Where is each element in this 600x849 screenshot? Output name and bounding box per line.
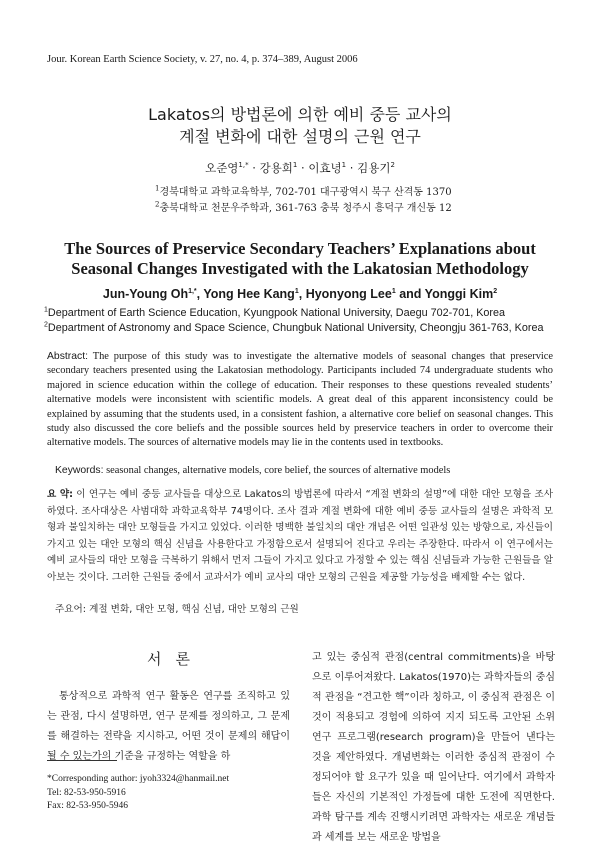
korean-author-1-sup: 1,* <box>238 161 249 170</box>
english-affiliation-1 <box>44 307 505 319</box>
affiliation-text: Department of Earth Science Education, Kyungpook National University, Daegu 702-701, Korea <box>47 307 506 319</box>
section-heading-introduction: 서론 <box>147 650 204 668</box>
english-author-1-sup: 1,* <box>188 287 197 295</box>
english-author-4-sup: 2 <box>493 287 498 295</box>
affiliation-text: 충북대학교 천문우주학과, 361-763 충북 청주시 흥덕구 개신동 12 <box>159 203 452 214</box>
english-keywords <box>55 465 450 476</box>
english-title-line-1: The Sources of Preservice Secondary Teachers’ Explanations about <box>64 239 536 258</box>
author-separator: · <box>346 161 358 175</box>
english-author-3: Hyonyong Lee <box>305 287 392 301</box>
korean-title-line-1: Lakatos의 방법론에 의한 예비 중등 교사의 <box>148 105 452 124</box>
abstract-text: The purpose of this study was to investigate the alternative models of seasonal changes that preservice secondary teachers presented using the Lakatosian methodology. Participants included 74 undergraduate students who majored in science education within the college of education. Their responses to these questions revealed students’ alternative models were inconsistent with scientific models. A great deal of this apparent inconsistency could be explained by assuming that the students used, in a consistent fashion, a alternative core belief on seasonal changes. This study also discussed the core beliefs and the possible sources held by preservice teachers in order to overcome their alternative models. The sources of alternative models may lie in the contents used in textbooks. <box>47 351 553 449</box>
affiliation-sup: 1 <box>155 184 160 193</box>
korean-abstract-text: 이 연구는 예비 중등 교사들을 대상으로 Lakatos의 방법론에 따라서 “계절 변화의 설명”에 대한 대안 모형을 조사하였다. 조사대상은 사범대학 과학교육학부 74명이다. 조사 결과 계절 변화에 대한 예비 중등 교사들의 설명은 과학적 모형과 불일치하는 대안 모형들을 가지고 있었다. 이러한 명백한 불일치의 대안 개념은 어떤 일관성 있는 방향으로, 자신들이 가지고 있는 대안 모형의 핵심 신념을 사용한다고 가정함으로서 설명되어 진다고 우리는 주장한다. 따라서 이 연구에서는 예비 교사들의 대안 모형을 극복하기 위해서 먼저 그들이 가지고 있다고 가정할 수 있는 핵심 신념들과 가능한 근원들을 알아보는 것이다. 그러한 근원들 중에서 교과서가 예비 교사의 대안 모형의 근원을 제공할 가능성을 배제할 수는 없다. <box>47 489 553 583</box>
english-author-4: Yonggi Kim <box>424 287 494 301</box>
footnotes <box>47 773 229 814</box>
english-title-line-2: Seasonal Changes Investigated with the Lakatosian Methodology <box>71 259 529 278</box>
korean-title-line-2: 계절 변화에 대한 설명의 근원 연구 <box>179 127 421 146</box>
left-column <box>47 648 290 767</box>
korean-authors <box>0 160 600 176</box>
keywords-text: seasonal changes, alternative models, core belief, the sources of alternative models <box>103 465 451 476</box>
author-and: and <box>395 287 425 301</box>
journal-citation: Jour. Korean Earth Science Society, v. 27, no. 4, p. 374–389, August 2006 <box>47 54 358 65</box>
korean-author-3-sup: 1 <box>341 161 347 170</box>
keywords-label: Keywords: <box>55 465 104 476</box>
fax: Fax: 82-53-950-5946 <box>47 801 129 811</box>
english-author-3-sup: 1 <box>391 287 396 295</box>
author-comma: , <box>298 287 306 301</box>
author-comma: , <box>196 287 204 301</box>
intro-paragraph-right: 고 있는 중심적 관점(central commitments)을 바탕으로 이루어져왔다. Lakatos(1970)는 과학자들의 중심적 관점을 “견고한 핵”이라 칭하고, 이 중심적 관점은 이것이 적용되고 경험에 의하여 지지 되도록 고안된 소위 연구 프로그램(research program)을 만들어 낸다는 것을 제안하였다. 개념변화는 이러한 중심적 관점이 수정되어야 할 요구가 있을 때 일어난다. 여기에서 과학자들은 자신의 기본적인 가정들에 대한 도전에 직면한다. 과학 탐구를 계속 진행시키려면 과학자는 새로운 개념들과 세계를 보는 새로운 방법을 <box>312 652 555 843</box>
korean-keywords <box>55 601 299 615</box>
affiliation-sup: 2 <box>44 321 48 329</box>
korean-affiliation-2 <box>155 199 452 214</box>
english-author-2: Yong Hee Kang <box>203 287 295 301</box>
affiliation-sup: 2 <box>155 200 160 209</box>
author-separator: · <box>248 161 260 175</box>
affiliation-text: Department of Astronomy and Space Science, Chungbuk National University, Cheongju 361-763, Korea <box>47 322 544 334</box>
korean-abstract-label: 요 약: <box>47 489 73 500</box>
korean-author-2: 강용희 <box>259 161 293 175</box>
english-affiliation-2 <box>44 322 543 334</box>
telephone: Tel: 82-53-950-5916 <box>47 787 126 798</box>
english-author-1: Jun-Young Oh <box>102 287 189 301</box>
english-authors <box>0 287 600 301</box>
korean-keywords-label: 주요어: <box>55 604 87 615</box>
korean-keywords-text: 계절 변화, 대안 모형, 핵심 신념, 대안 모형의 근원 <box>86 604 299 615</box>
korean-author-1: 오준영 <box>205 161 239 175</box>
footnote-divider <box>47 760 117 761</box>
korean-author-3: 이효녕 <box>308 161 342 175</box>
author-separator: · <box>297 161 309 175</box>
corresponding-author: *Corresponding author: jyoh3324@hanmail.net <box>47 774 230 784</box>
korean-abstract <box>47 487 553 586</box>
korean-affiliation-1 <box>155 183 452 198</box>
intro-paragraph-left: 통상적으로 과학적 연구 활동은 연구를 조직하고 있는 관점, 다시 설명하면, 연구 문제를 정의하고, 그 문제를 해결하는 전략을 지시하고, 어떤 것이 문제의 해답이 될 수 있는가의 기준을 규정하는 역할을 하 <box>47 691 290 762</box>
affiliation-text: 경북대학교 과학교육학부, 702-701 대구광역시 북구 산격동 1370 <box>159 187 452 198</box>
affiliation-sup: 1 <box>44 306 48 314</box>
korean-author-2-sup: 1 <box>292 161 298 170</box>
abstract-label: Abstract: <box>47 351 88 362</box>
english-abstract <box>47 350 553 451</box>
english-author-2-sup: 1 <box>294 287 299 295</box>
korean-author-4: 김용기 <box>357 161 391 175</box>
korean-author-4-sup: 2 <box>390 161 395 170</box>
right-column <box>312 648 555 848</box>
